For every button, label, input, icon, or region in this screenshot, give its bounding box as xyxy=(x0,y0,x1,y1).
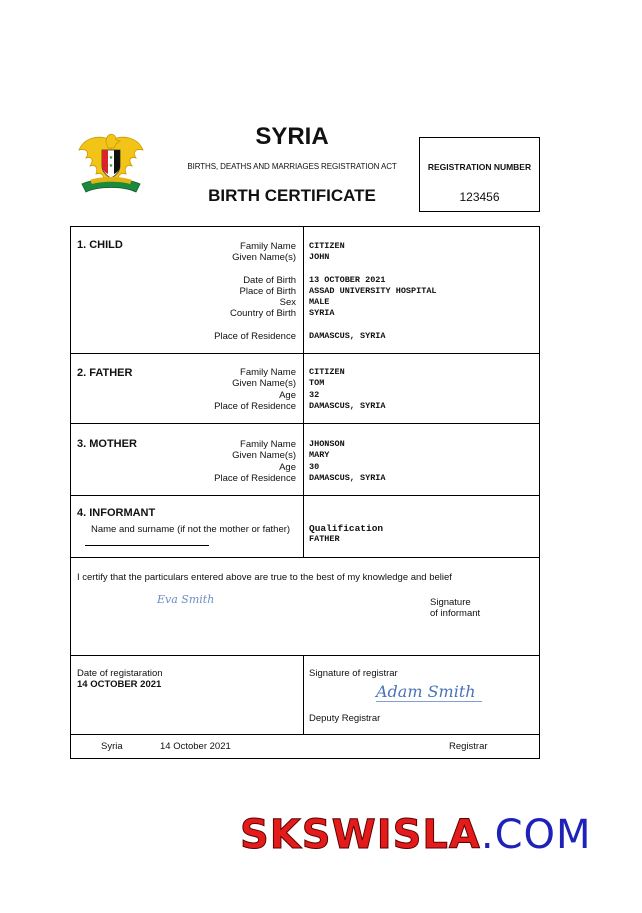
informant-qualification xyxy=(309,523,383,546)
signature-label-line1: Signature xyxy=(430,597,471,608)
footer-date: 14 October 2021 xyxy=(160,741,231,752)
registrar-signature: Adam Smith xyxy=(376,682,482,702)
watermark-blue-text: .COM xyxy=(480,812,592,858)
mother-age: 30 xyxy=(309,461,320,472)
father-labels xyxy=(214,367,296,412)
section-title: 1. CHILD xyxy=(77,239,123,251)
certification-statement: I certify that the particulars entered above are true to the best of my knowledge and belief xyxy=(77,572,452,583)
country-heading: SYRIA xyxy=(255,123,329,150)
qualification-label: Qualification xyxy=(309,523,384,534)
child-family-name: CITIZEN xyxy=(309,241,345,251)
label-age: Age xyxy=(279,389,296,401)
date-of-registration-value: 14 OCTOBER 2021 xyxy=(77,679,162,690)
child-sex: MALE xyxy=(309,297,330,308)
signature-label-line2: of informant xyxy=(430,608,481,619)
signature-of-informant-label xyxy=(430,597,480,619)
mother-place-of-residence: DAMASCUS, SYRIA xyxy=(309,472,386,483)
divider xyxy=(71,495,539,496)
date-of-registration-label: Date of registaration xyxy=(77,668,163,679)
registration-number-box xyxy=(419,137,540,212)
registration-number-label: REGISTRATION NUMBER xyxy=(427,162,532,172)
child-given-names: JOHN xyxy=(309,252,330,263)
label-place-of-residence: Place of Residence xyxy=(214,472,296,484)
divider xyxy=(71,655,539,656)
father-values xyxy=(309,367,386,412)
father-family-name: CITIZEN xyxy=(309,367,345,377)
label-given-names: Given Name(s) xyxy=(232,450,296,462)
svg-text:★: ★ xyxy=(108,163,114,169)
label-country-of-birth: Country of Birth xyxy=(230,308,296,320)
child-place-of-birth: ASSAD UNIVERSITY HOSPITAL xyxy=(309,285,437,296)
label-family-name: Family Name xyxy=(240,439,296,450)
label-place-of-birth: Place of Birth xyxy=(239,285,296,297)
footer-registrar: Registrar xyxy=(449,741,488,752)
father-place-of-residence: DAMASCUS, SYRIA xyxy=(309,400,386,411)
father-age: 32 xyxy=(309,389,320,400)
label-place-of-residence: Place of Residence xyxy=(214,400,296,412)
label-age: Age xyxy=(279,461,296,473)
mother-labels xyxy=(214,439,296,484)
father-given-names: TOM xyxy=(309,378,325,389)
divider xyxy=(71,734,539,735)
certificate-table xyxy=(70,226,540,759)
divider xyxy=(71,423,539,424)
label-family-name: Family Name xyxy=(240,367,296,378)
section-title: 2. FATHER xyxy=(77,367,133,379)
child-labels xyxy=(214,241,296,342)
watermark-logo xyxy=(240,812,592,858)
mother-given-names: MARY xyxy=(309,450,330,461)
deputy-registrar-label: Deputy Registrar xyxy=(309,713,381,724)
watermark-red-text: SKSWISLA xyxy=(240,812,481,858)
registration-number-value: 123456 xyxy=(459,190,500,204)
child-date-of-birth: 13 OCTOBER 2021 xyxy=(309,274,386,285)
informant-signature: Eva Smith xyxy=(157,593,215,606)
child-place-of-residence: DAMASCUS, SYRIA xyxy=(309,330,386,341)
divider xyxy=(71,353,539,354)
informant-name-line xyxy=(85,545,209,546)
svg-text:★: ★ xyxy=(108,155,114,161)
footer-place: Syria xyxy=(101,741,123,752)
divider xyxy=(71,557,539,558)
label-date-of-birth: Date of Birth xyxy=(243,274,296,286)
child-values xyxy=(309,241,437,342)
section-title: 3. MOTHER xyxy=(77,438,137,450)
column-divider xyxy=(303,227,304,558)
mother-family-name: JHONSON xyxy=(309,439,345,449)
mother-values xyxy=(309,439,386,484)
informant-name-label: Name and surname (if not the mother or father) xyxy=(91,524,291,535)
registration-act-subtitle: BIRTHS, DEATHS AND MARRIAGES REGISTRATION ACT xyxy=(187,162,397,171)
label-sex: Sex xyxy=(279,297,296,309)
label-place-of-residence: Place of Residence xyxy=(214,330,296,342)
qualification-value: FATHER xyxy=(309,534,340,545)
label-given-names: Given Name(s) xyxy=(232,378,296,390)
child-country-of-birth: SYRIA xyxy=(309,308,335,319)
column-divider xyxy=(303,655,304,735)
document-title: BIRTH CERTIFICATE xyxy=(208,186,376,205)
section-title: 4. INFORMANT xyxy=(77,507,156,519)
syrian-eagle-emblem-icon xyxy=(76,128,146,198)
label-given-names: Given Name(s) xyxy=(232,252,296,264)
signature-of-registrar-label: Signature of registrar xyxy=(309,668,398,679)
label-family-name: Family Name xyxy=(240,241,296,252)
